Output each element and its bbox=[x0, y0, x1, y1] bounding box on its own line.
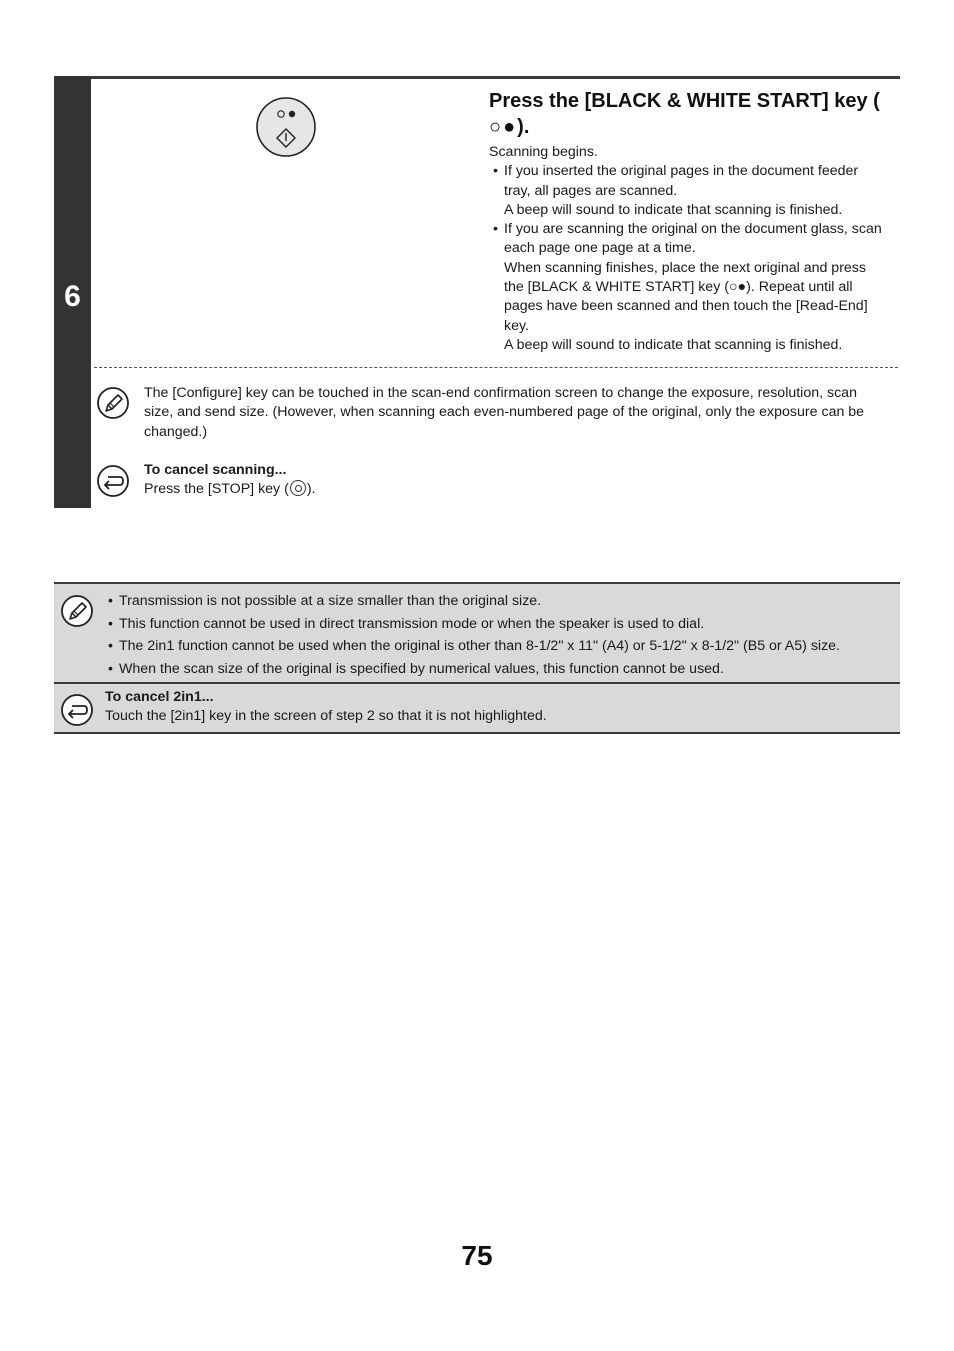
step-intro: Scanning begins. bbox=[489, 144, 598, 160]
stop-key-icon bbox=[290, 480, 306, 496]
bullet-line: A beep will sound to indicate that scanning is finished. bbox=[504, 336, 843, 353]
restrictions-list bbox=[105, 590, 895, 680]
list-item: • The 2in1 function cannot be used when the original is other than 8-1/2" x 11" (A4) or 5-1/2" x 8-1/2" (B5 or A5) size. bbox=[105, 635, 895, 658]
bullet-line: pages have been scanned and then touch the [Read-End] bbox=[504, 298, 868, 315]
step-title-text: Press the [BLACK & WHITE START] key ( bbox=[489, 90, 880, 112]
cancel-2in1-text: Touch the [2in1] key in the screen of step 2 so that it is not highlighted. bbox=[105, 708, 547, 725]
step-6-section bbox=[54, 76, 900, 508]
configure-note bbox=[144, 384, 889, 442]
black-white-start-key-icon bbox=[255, 96, 317, 158]
list-item: • Transmission is not possible at a size smaller than the original size. bbox=[105, 590, 895, 613]
page-number: 75 bbox=[461, 1240, 493, 1271]
bullet-line: A beep will sound to indicate that scanning is finished. bbox=[504, 201, 843, 218]
instruction-bullet bbox=[489, 220, 899, 355]
step-title bbox=[489, 88, 899, 140]
dashed-divider bbox=[94, 367, 898, 368]
info-bottom-rule bbox=[54, 732, 900, 734]
bullet-line: tray, all pages are scanned. bbox=[504, 182, 678, 199]
bullet-line: • If you are scanning the original on the document glass, scan bbox=[504, 221, 882, 238]
step-number: 6 bbox=[64, 280, 81, 313]
bullet-line: each page one page at a time. bbox=[504, 240, 696, 257]
note-line: The [Configure] key can be touched in the scan-end confirmation screen to change the exposure, resolution, scan bbox=[144, 385, 857, 401]
cancel-text-before: Press the [STOP] key ( bbox=[144, 481, 289, 498]
bullet-line: When scanning finishes, place the next original and press bbox=[504, 259, 866, 276]
list-item: • When the scan size of the original is specified by numerical values, this function cannot be used. bbox=[105, 658, 895, 681]
info-box bbox=[54, 582, 900, 734]
cancel-scanning-text bbox=[144, 480, 644, 499]
pencil-note-icon bbox=[96, 386, 130, 420]
bw-start-key-symbol: ○● bbox=[489, 116, 518, 138]
bullet-line: key. bbox=[504, 317, 529, 334]
step-number-bar bbox=[54, 76, 91, 508]
note-line: changed.) bbox=[144, 423, 208, 440]
cancel-scanning-note bbox=[144, 461, 644, 500]
list-item: • This function cannot be used in direct transmission mode or when the speaker is used to dial. bbox=[105, 613, 895, 636]
step-top-rule bbox=[54, 76, 900, 79]
step-instructions bbox=[489, 143, 899, 355]
cancel-return-icon bbox=[60, 693, 94, 727]
cancel-return-icon bbox=[96, 464, 130, 498]
pencil-note-icon bbox=[60, 594, 94, 628]
info-divider bbox=[54, 682, 900, 684]
bullet-line: the [BLACK & WHITE START] key (○●). Repeat until all bbox=[504, 279, 853, 296]
step-title-end: ). bbox=[517, 116, 530, 138]
instruction-bullet bbox=[489, 162, 899, 220]
note-line: size, and send size. (However, when scanning each even-numbered page of the original, only the exposure can be bbox=[144, 404, 865, 421]
cancel-text-after: ). bbox=[306, 481, 316, 498]
cancel-scanning-title: To cancel scanning... bbox=[144, 462, 287, 478]
cancel-2in1-note bbox=[105, 688, 885, 727]
info-top-rule bbox=[54, 582, 900, 584]
cancel-2in1-title: To cancel 2in1... bbox=[105, 689, 214, 705]
bullet-line: • If you inserted the original pages in the document feeder bbox=[504, 163, 859, 180]
